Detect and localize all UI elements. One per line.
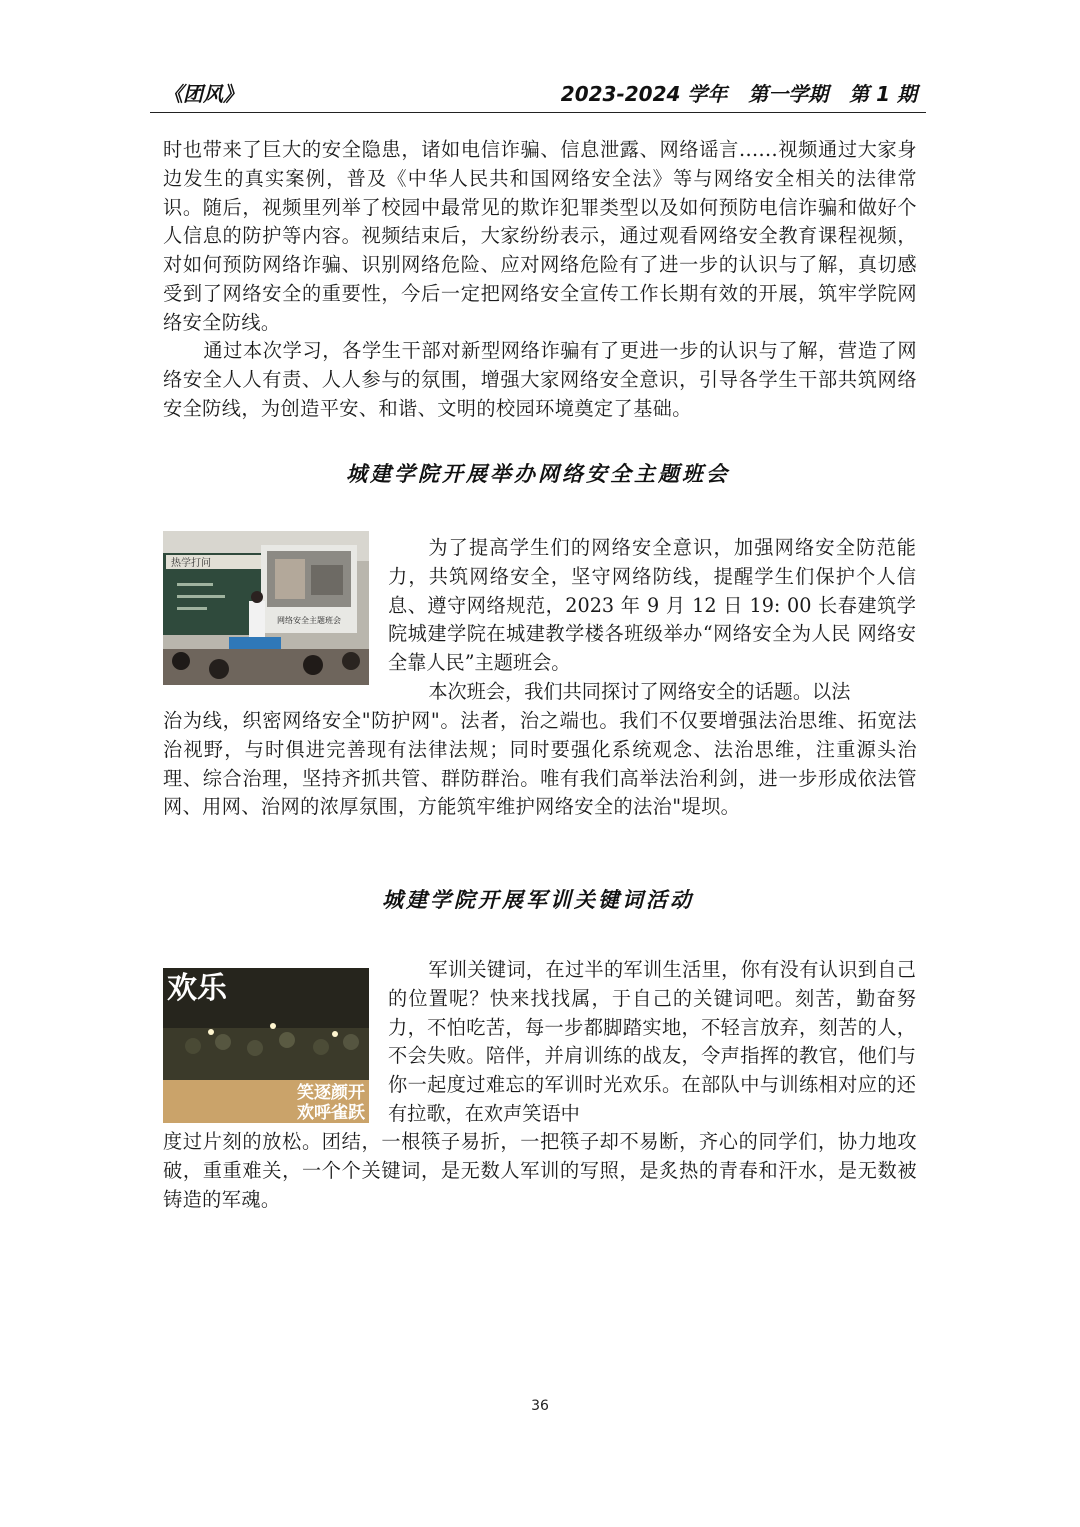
military-training-photo: [163, 968, 369, 1123]
issue-info: 2023-2024 学年 第一学期 第 1 期: [560, 82, 917, 106]
article2-paragraph-wrap: 军训关键词，在过半的军训生活里，你有没有认识到自己的位置呢？快来找找属，于自己的关键词吧。刻苦，勤奋努力，不怕吃苦，每一步都脚踏实地，不轻言放弃，刻苦的人，不会失败。陪伴，并肩训练的战友，令声指挥的教官，他们与你一起度过难忘的军训时光欢乐。在部队中与训练相对应的还有拉歌，在欢声笑语中: [388, 958, 916, 1125]
article-title-military-training: 城建学院开展军训关键词活动: [382, 888, 694, 912]
photo-caption-bottom1: 笑逐颜开: [297, 1083, 365, 1103]
class-meeting-photo: [163, 531, 369, 685]
screen-text: 网络安全主题班会: [277, 616, 341, 625]
article1-paragraph2-wrap: 本次班会，我们共同探讨了网络安全的话题。以法: [428, 680, 851, 703]
photo-caption-bottom2: 欢呼雀跃: [297, 1103, 365, 1123]
article1-paragraph2-full: 治为线，织密网络安全"防护网"。法者，治之端也。我们不仅要增强法治思维、拓宽法治视野，与时俱进完善现有法律法规；同时要强化系统观念、法治思维，注重源头治理、综合治理，坚持齐抓共管、群防群治。唯有我们高举法治利剑，进一步形成依法管网、用网、治网的浓厚氛围，方能筑牢维护网络安全的法治"堤坝。: [163, 709, 917, 819]
page-number: 36: [531, 1398, 549, 1414]
summary-paragraph: 通过本次学习，各学生干部对新型网络诈骗有了更进一步的认识与了解，营造了网络安全人人有责、人人参与的氛围，增强大家网络安全意识，引导各学生干部共筑网络安全防线，为创造平安、和谐、文明的校园环境奠定了基础。: [163, 339, 917, 420]
article1-paragraph1: 为了提高学生们的网络安全意识，加强网络安全防范能力，共筑网络安全，坚守网络防线，提醒学生们保护个人信息、遵守网络规范，2023 年 9 月 12 日 19: 00 长春建筑学院城建学院在城建教学楼各班级举办“网络安全为人民 网络安全靠人民”主题班会。: [388, 536, 916, 675]
journal-name: 《团风》: [163, 82, 243, 106]
page-header: [163, 78, 925, 108]
board-banner-text: 热学打问: [171, 558, 211, 569]
article-title-network-security: 城建学院开展举办网络安全主题班会: [346, 462, 730, 486]
header-rule: [150, 112, 926, 113]
continued-paragraph: 时也带来了巨大的安全隐患，诸如电信诈骗、信息泄露、网络谣言......视频通过大家身边发生的真实案例，普及《中华人民共和国网络安全法》等与网络安全相关的法律常识。随后，视频里列举了校园中最常见的欺诈犯罪类型以及如何预防电信诈骗和做好个人信息的防护等内容。视频结束后，大家纷纷表示，通过观看网络安全教育课程视频，对如何预防网络诈骗、识别网络危险、应对网络危险有了进一步的认识与了解，真切感受到了网络安全的重要性，今后一定把网络安全宣传工作长期有效的开展，筑牢学院网络安全防线。: [163, 138, 917, 334]
article2-paragraph-full: 度过片刻的放松。团结，一根筷子易折，一把筷子却不易断，齐心的同学们，协力地攻破，重重难关，一个个关键词，是无数人军训的写照，是炙热的青春和汗水，是无数被铸造的军魂。: [163, 1130, 917, 1211]
photo-caption-top: 欢乐: [167, 971, 227, 1006]
